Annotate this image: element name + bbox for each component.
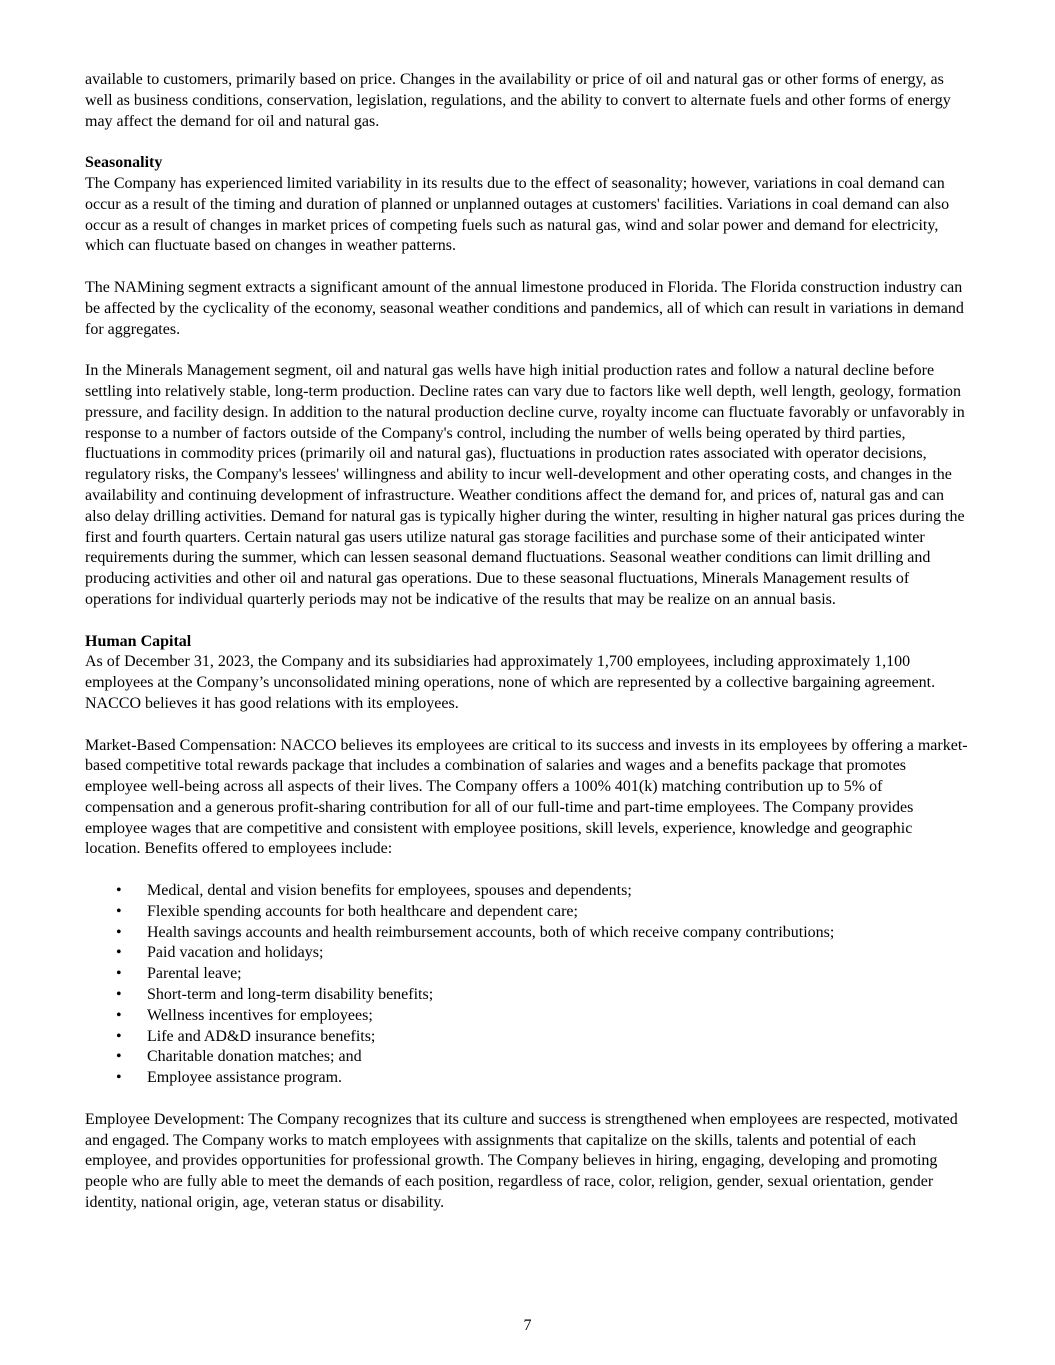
list-item xyxy=(85,943,970,964)
bullet-icon: • xyxy=(116,902,122,920)
list-item xyxy=(85,985,970,1006)
page-number: 7 xyxy=(523,1317,532,1334)
benefits-list xyxy=(85,881,970,1089)
seasonality-heading: Seasonality xyxy=(85,154,163,172)
seasonality-section xyxy=(85,153,970,611)
benefit-text: Health savings accounts and health reimbursement accounts, both of which receive company contributions; xyxy=(147,923,835,941)
benefit-text: Paid vacation and holidays; xyxy=(147,944,324,962)
benefit-text: Flexible spending accounts for both healthcare and dependent care; xyxy=(147,902,578,920)
bullet-icon: • xyxy=(116,986,122,1004)
intro-paragraph: available to customers, primarily based on price. Changes in the availability or price of oil and natural gas or other forms of energy, as well as business conditions, conservation, legislation, regulations, and the ability to convert to alternate fuels and other forms of energy may affect the demand for oil and natural gas. xyxy=(85,71,951,130)
benefit-text: Wellness incentives for employees; xyxy=(147,1006,373,1024)
bullet-icon: • xyxy=(116,1069,122,1087)
benefit-text: Parental leave; xyxy=(147,965,242,983)
list-item xyxy=(85,1068,970,1089)
document-page xyxy=(85,70,970,1235)
list-item xyxy=(85,902,970,923)
bullet-icon: • xyxy=(116,882,122,900)
human-capital-heading: Human Capital xyxy=(85,632,192,650)
market-based-compensation-paragraph: Market-Based Compensation: NACCO believes its employees are critical to its success and invests in its employees by offering a market-based competitive total rewards package that includes a combination of salaries and wages and a benefits package that promotes employee well-being across all aspects of their lives. The Company offers a 100% 401(k) matching contribution up to 5% of compensation and a generous profit-sharing contribution for all of our full-time and part-time employees. The Company provides employee wages that are competitive and consistent with employee positions, skill levels, experience, knowledge and geographic location. Benefits offered to employees include: xyxy=(85,736,968,858)
benefit-text: Short-term and long-term disability benefits; xyxy=(147,986,434,1004)
employee-development-paragraph: Employee Development: The Company recognizes that its culture and success is strengthened when employees are respected, motivated and engaged. The Company works to match employees with assignments that capitalize on the skills, talents and potential of each employee, and provides opportunities for professional growth. The Company believes in hiring, engaging, developing and promoting people who are fully able to meet the demands of each position, regardless of race, color, religion, gender, sexual orientation, gender identity, national origin, age, veteran status or disability. xyxy=(85,1110,958,1212)
bullet-icon: • xyxy=(116,1027,122,1045)
list-item xyxy=(85,1047,970,1068)
benefit-text: Employee assistance program. xyxy=(147,1069,343,1087)
human-capital-paragraph-1: As of December 31, 2023, the Company and its subsidiaries had approximately 1,700 employees, including approximately 1,100 employees at the Company’s unconsolidated mining operations, none of which are represented by a collective bargaining agreement. NACCO believes it has good relations with its employees. xyxy=(85,653,936,712)
bullet-icon: • xyxy=(116,923,122,941)
list-item xyxy=(85,1006,970,1027)
list-item xyxy=(85,964,970,985)
human-capital-section xyxy=(85,632,970,1214)
seasonality-paragraph-1: The Company has experienced limited variability in its results due to the effect of seasonality; however, variations in coal demand can occur as a result of the timing and duration of planned or unplanned outages at customers' facilities. Variations in coal demand can also occur as a result of changes in market prices of competing fuels such as natural gas, wind and solar power and demand for electricity, which can fluctuate based on changes in weather patterns. xyxy=(85,174,950,255)
benefit-text: Charitable donation matches; and xyxy=(147,1048,362,1066)
seasonality-paragraph-2: The NAMining segment extracts a significant amount of the annual limestone produced in Florida. The Florida construction industry can be affected by the cyclicality of the economy, seasonal weather conditions and pandemics, all of which can result in variations in demand for aggregates. xyxy=(85,278,964,338)
bullet-icon: • xyxy=(116,965,122,983)
bullet-icon: • xyxy=(116,1048,122,1066)
seasonality-paragraph-3: In the Minerals Management segment, oil and natural gas wells have high initial production rates and follow a natural decline before settling into relatively stable, long-term production. Decline rates can vary due to factors like well depth, well length, geology, formation pressure, and facility design. In addition to the natural production decline curve, royalty income can fluctuate favorably or unfavorably in response to a number of factors outside of the Company's control, including the number of wells being operated by third parties, fluctuations in commodity prices (primarily oil and natural gas), fluctuations in production rates associated with operator decisions, regulatory risks, the Company's lessees' willingness and ability to incur well-development and other operating costs, and changes in the availability and continuing development of infrastructure. Weather conditions affect the demand for, and prices of, natural gas and can also delay drilling activities. Demand for natural gas is typically higher during the winter, resulting in higher natural gas prices during the first and fourth quarters. Certain natural gas users utilize natural gas storage facilities and purchase some of their anticipated winter requirements during the summer, which can lessen seasonal demand fluctuations. Seasonal weather conditions can limit drilling and producing activities and other oil and natural gas operations. Due to these seasonal fluctuations, Minerals Management results of operations for individual quarterly periods may not be indicative of the results that may be realize on an annual basis. xyxy=(85,362,965,608)
benefit-text: Life and AD&D insurance benefits; xyxy=(147,1027,376,1045)
list-item xyxy=(85,1027,970,1048)
list-item xyxy=(85,923,970,944)
benefit-text: Medical, dental and vision benefits for employees, spouses and dependents; xyxy=(147,882,632,900)
bullet-icon: • xyxy=(116,1006,122,1024)
list-item xyxy=(85,881,970,902)
bullet-icon: • xyxy=(116,944,122,962)
